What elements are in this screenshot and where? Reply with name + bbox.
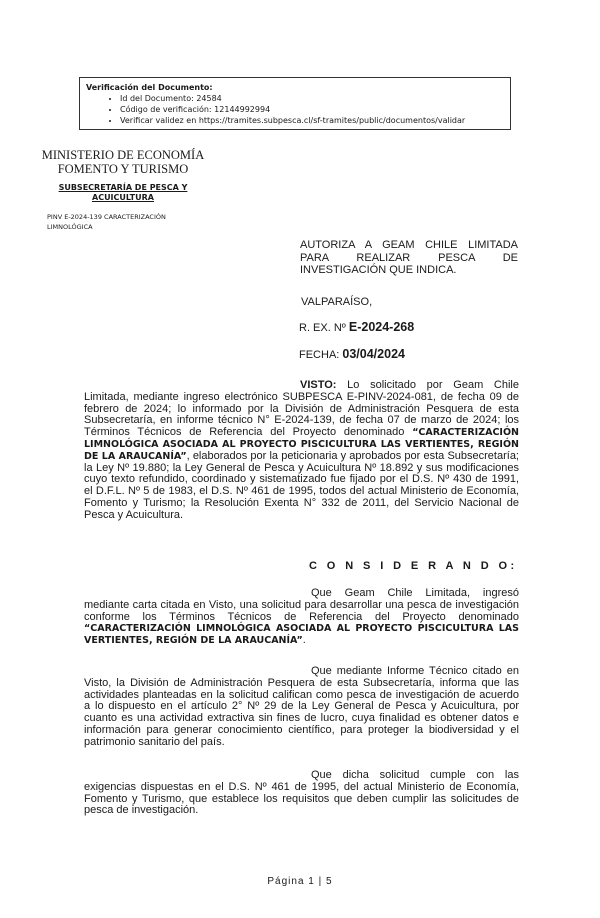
considerando-paragraph-1 bbox=[84, 588, 519, 647]
ministry-line-2: FOMENTO Y TURISMO bbox=[57, 162, 189, 176]
city: VALPARAÍSO, bbox=[301, 296, 373, 308]
verification-list bbox=[86, 93, 504, 126]
verification-code: • Código de verificación: 12144992994 bbox=[120, 104, 504, 115]
considerando-paragraph-2 bbox=[84, 666, 519, 749]
visto-text-1: Lo solicitado por Geam Chile Limitada, mediante ingreso electrónico SUBPESCA E-PINV-2024-081, de fecha 09 de febrero de 2024; lo informado por la División de Administración Pesquera de esta Subsecretaría, en informe técnico N° E-2024-139, de fecha 07 de marzo de 2024; los Términos Técnicos de Referencia del Proyecto denominado bbox=[84, 379, 519, 439]
ministry-line-1: MINISTERIO DE ECONOMÍA bbox=[41, 148, 205, 162]
document-reference bbox=[47, 212, 207, 232]
considerando-heading: C O N S I D E R A N D O: bbox=[309, 560, 518, 572]
resolution-date bbox=[299, 349, 405, 362]
ministry-name bbox=[30, 148, 216, 176]
reference-line-2: LIMNOLÓGICA bbox=[47, 223, 93, 231]
resolution-number bbox=[299, 322, 414, 335]
document-id: • Id del Documento: 24584 bbox=[120, 93, 504, 104]
considerando-paragraph-3 bbox=[84, 770, 519, 817]
verification-url[interactable]: • Verificar validez en https://tramites.subpesca.cl/sf-tramites/public/documentos/validar bbox=[120, 115, 504, 126]
p1-project: “CARACTERIZACIÓN LIMNOLÓGICA ASOCIADA AL PROYECTO PISCICULTURA LAS VERTIENTES, REGIÓN DE LA ARAUCANÍA” bbox=[84, 623, 519, 647]
verification-box bbox=[79, 77, 511, 130]
visto-project: “CARACTERIZACIÓN LIMNOLÓGICA ASOCIADA AL PROYECTO PISCICULTURA LAS VERTIENTES, REGIÓN DE LA ARAUCANÍA” bbox=[84, 427, 519, 462]
subsecretaria-line-1: SUBSECRETARÍA DE PESCA Y bbox=[58, 183, 188, 192]
subsecretaria-line-2: ACUICULTURA bbox=[92, 193, 154, 202]
visto-label: VISTO: bbox=[300, 379, 337, 391]
date-value: 03/04/2024 bbox=[342, 347, 405, 361]
subsecretaria-name bbox=[30, 183, 216, 203]
rex-label: R. EX. Nº bbox=[299, 322, 346, 334]
p2-text: Que mediante Informe Técnico citado en Visto, la División de Administración Pesquera de esta Subsecretaría, informa que las actividades planteadas en la solicitud califican como pesca de investigación de acuerdo a lo dispuesto en el artículo 2° Nº 29 de la Ley General de Pesca y Acuicultura, por cuanto es una actividad extractiva sin fines de lucro, cuya finalidad es obtener datos e información para generar conocimiento científico, para proteger la biodiversidad y el patrimonio sanitario del país. bbox=[84, 665, 519, 748]
p3-text: Que dicha solicitud cumple con las exigencias dispuestas en el D.S. Nº 461 de 1995, del actual Ministerio de Economía, Fomento y Turismo, que establece los requisitos que deben cumplir las solicitudes de pesca de investigación. bbox=[84, 769, 519, 817]
verification-title: Verificación del Documento: bbox=[86, 83, 213, 92]
resolution-summary: AUTORIZA A GEAM CHILE LIMITADA PARA REALIZAR PESCA DE INVESTIGACIÓN QUE INDICA. bbox=[300, 239, 518, 276]
p1-end: . bbox=[302, 634, 306, 647]
visto-text-2: , elaborados por la peticionaria y aprobados por esta Subsecretaría; la Ley Nº 19.880; la Ley General de Pesca y Acuicultura Nº 18.892 y sus modificaciones cuyo texto refundido, coordinado y sistematizado fue fijado por el D.S. Nº 430 de 1991, el D.F.L. Nº 5 de 1983, el D.S. Nº 461 de 1995, todos del actual Ministerio de Economía, Fomento y Turismo; la Resolución Exenta N° 332 de 2011, del Servicio Nacional de Pesca y Acuicultura. bbox=[84, 449, 519, 521]
page-number: Página 1 | 5 bbox=[267, 876, 333, 887]
rex-number: E-2024-268 bbox=[348, 320, 415, 334]
reference-line-1: PINV E-2024-139 CARACTERIZACIÓN bbox=[47, 213, 166, 221]
visto-paragraph bbox=[84, 380, 519, 522]
date-label: FECHA: bbox=[299, 349, 340, 361]
p1-text: Que Geam Chile Limitada, ingresó mediante carta citada en Visto, una solicitud para desarrollar una pesca de investigación conforme los Términos Técnicos de Referencia del Proyecto denominado bbox=[84, 587, 519, 623]
